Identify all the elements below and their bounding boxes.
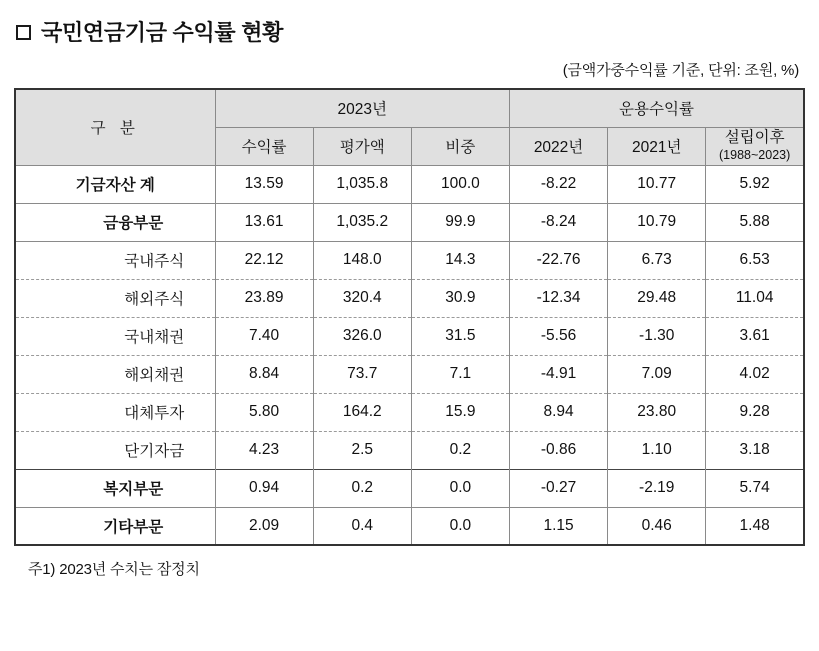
row-value: 3.61 (706, 317, 804, 355)
header-col-since-label: 설립이후 (724, 129, 785, 147)
row-value: 10.79 (608, 203, 706, 241)
row-value: 13.59 (215, 165, 313, 203)
row-value: 73.7 (313, 355, 411, 393)
row-value: 7.40 (215, 317, 313, 355)
header-group-return: 운용수익률 (509, 89, 804, 127)
row-value: 99.9 (411, 203, 509, 241)
row-label: 단기자금 (15, 431, 215, 469)
row-value: 22.12 (215, 241, 313, 279)
row-value: 31.5 (411, 317, 509, 355)
header-col-since (706, 127, 804, 165)
row-value: 4.02 (706, 355, 804, 393)
footnote: 주1) 2023년 수치는 잠정치 (28, 561, 200, 578)
row-value: 1.15 (509, 507, 607, 545)
row-label: 복지부문 (15, 469, 215, 507)
row-value: -8.22 (509, 165, 607, 203)
row-value: 13.61 (215, 203, 313, 241)
row-value: 5.92 (706, 165, 804, 203)
row-label: 대체투자 (15, 393, 215, 431)
row-value: 14.3 (411, 241, 509, 279)
row-value: 23.80 (608, 393, 706, 431)
row-value: -2.19 (608, 469, 706, 507)
row-value: 3.18 (706, 431, 804, 469)
row-value: 1,035.2 (313, 203, 411, 241)
row-value: 15.9 (411, 393, 509, 431)
header-group-2023: 2023년 (215, 89, 509, 127)
row-value: 0.46 (608, 507, 706, 545)
row-value: 5.88 (706, 203, 804, 241)
table-row (15, 317, 804, 355)
row-value: -1.30 (608, 317, 706, 355)
table-row (15, 507, 804, 545)
row-value: 164.2 (313, 393, 411, 431)
row-value: 1.48 (706, 507, 804, 545)
row-value: -0.86 (509, 431, 607, 469)
row-value: 326.0 (313, 317, 411, 355)
row-value: 4.23 (215, 431, 313, 469)
row-value: -4.91 (509, 355, 607, 393)
row-value: 2.09 (215, 507, 313, 545)
table-row (15, 393, 804, 431)
row-value: -5.56 (509, 317, 607, 355)
row-label: 해외주식 (15, 279, 215, 317)
table-row (15, 469, 804, 507)
row-value: 0.0 (411, 507, 509, 545)
row-value: 0.4 (313, 507, 411, 545)
table-header (15, 89, 804, 165)
row-value: 6.73 (608, 241, 706, 279)
row-value: 1,035.8 (313, 165, 411, 203)
header-col-since-sub: (1988~2023) (719, 148, 791, 163)
row-value: 6.53 (706, 241, 804, 279)
row-label: 기타부문 (15, 507, 215, 545)
table-body (15, 165, 804, 545)
row-value: 7.1 (411, 355, 509, 393)
header-col-value: 평가액 (313, 127, 411, 165)
table-header-row-1 (15, 89, 804, 127)
row-value: -0.27 (509, 469, 607, 507)
table-row (15, 355, 804, 393)
row-value: 10.77 (608, 165, 706, 203)
header-col-return: 수익률 (215, 127, 313, 165)
header-col-2021: 2021년 (608, 127, 706, 165)
row-value: 0.2 (411, 431, 509, 469)
row-label: 금융부문 (15, 203, 215, 241)
table-row (15, 431, 804, 469)
row-value: 0.2 (313, 469, 411, 507)
row-value: 5.80 (215, 393, 313, 431)
row-label: 국내주식 (15, 241, 215, 279)
row-value: 0.94 (215, 469, 313, 507)
row-value: 7.09 (608, 355, 706, 393)
header-col-2022: 2022년 (509, 127, 607, 165)
row-label: 기금자산 계 (15, 165, 215, 203)
square-bullet-icon (16, 25, 31, 40)
page-title-text: 국민연금기금 수익률 현황 (41, 20, 284, 45)
table-row (15, 279, 804, 317)
row-value: 2.5 (313, 431, 411, 469)
row-value: 9.28 (706, 393, 804, 431)
row-label: 국내채권 (15, 317, 215, 355)
row-value: 5.74 (706, 469, 804, 507)
row-value: 29.48 (608, 279, 706, 317)
header-col-weight: 비중 (411, 127, 509, 165)
row-value: 1.10 (608, 431, 706, 469)
table-row (15, 241, 804, 279)
row-value: 320.4 (313, 279, 411, 317)
returns-table (14, 88, 805, 546)
row-value: 0.0 (411, 469, 509, 507)
row-value: 11.04 (706, 279, 804, 317)
row-value: 8.94 (509, 393, 607, 431)
page-title (16, 16, 805, 47)
row-value: 23.89 (215, 279, 313, 317)
row-value: 30.9 (411, 279, 509, 317)
unit-note: (금액가중수익률 기준, 단위: 조원, %) (562, 62, 799, 79)
row-label: 해외채권 (15, 355, 215, 393)
table-row (15, 165, 804, 203)
row-value: 148.0 (313, 241, 411, 279)
row-value: -12.34 (509, 279, 607, 317)
row-value: 100.0 (411, 165, 509, 203)
row-value: 8.84 (215, 355, 313, 393)
header-division: 구 분 (15, 89, 215, 165)
table-row (15, 203, 804, 241)
row-value: -8.24 (509, 203, 607, 241)
row-value: -22.76 (509, 241, 607, 279)
